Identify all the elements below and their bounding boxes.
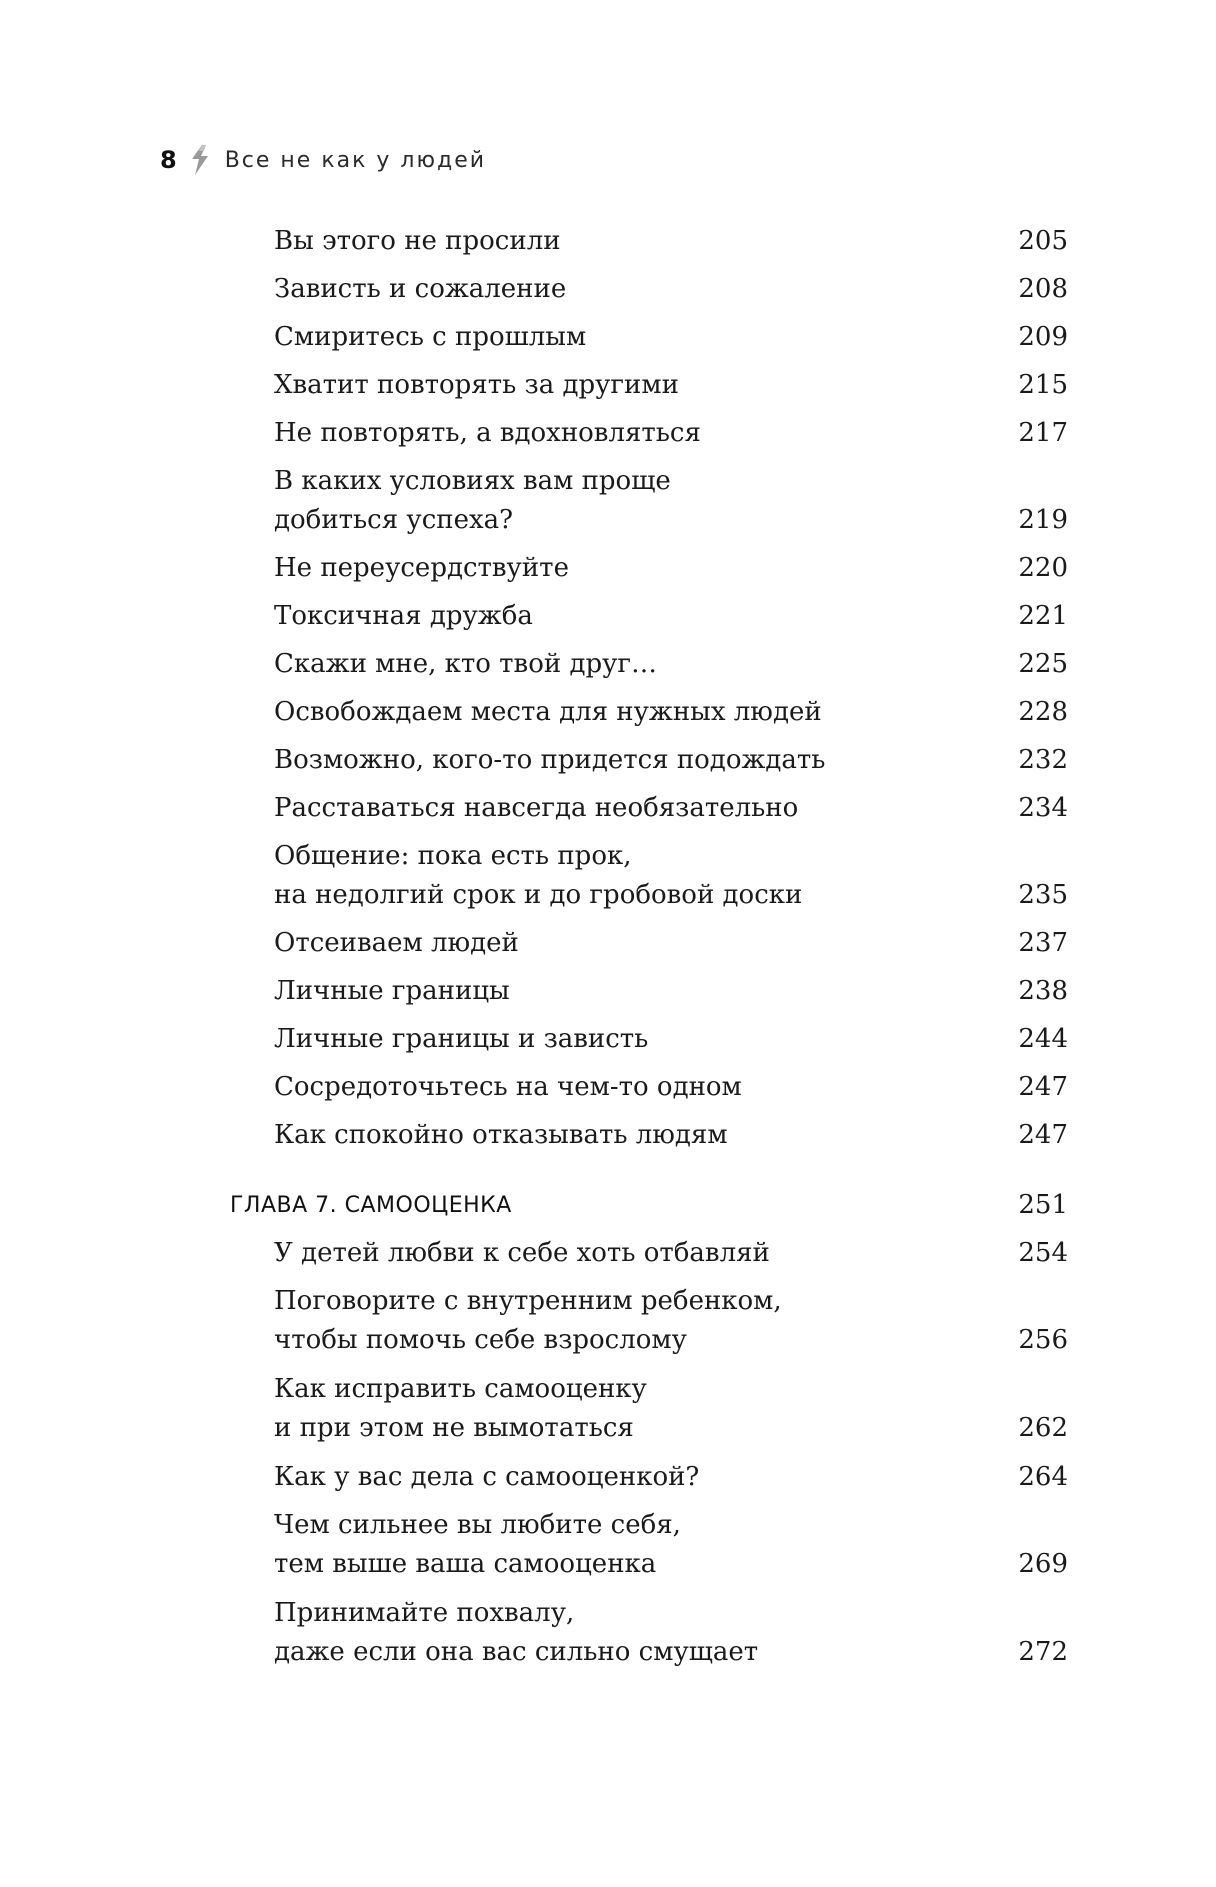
toc-entry-page: 269	[1018, 1549, 1068, 1579]
toc-entry-title	[274, 462, 934, 540]
toc-entry	[274, 318, 1068, 357]
toc-entry-title	[274, 741, 934, 780]
toc-entry-line: на недолгий срок и до гробовой доски	[274, 880, 803, 910]
toc-entry-line: даже если она вас сильно смущает	[274, 1637, 759, 1667]
chapter-page: 251	[1018, 1190, 1068, 1220]
toc-entry-line: Как спокойно отказывать людям	[274, 1120, 728, 1150]
toc-entry-line: Смиритесь с прошлым	[274, 322, 587, 352]
toc-entry-line: Зависть и сожаление	[274, 274, 567, 304]
toc-entry	[274, 837, 1068, 915]
toc-entry	[274, 1068, 1068, 1107]
toc-entry	[274, 366, 1068, 405]
toc-entry-page: 219	[1018, 505, 1068, 535]
toc-entry	[274, 645, 1068, 684]
toc-entry-page: 232	[1018, 745, 1068, 775]
toc-entry-line: Не повторять, а вдохновляться	[274, 418, 701, 448]
toc-entry-page: 208	[1018, 274, 1068, 304]
chapter-heading	[230, 1186, 1068, 1225]
toc-entry-line: Общение: пока есть прок,	[274, 841, 632, 871]
page-number: 8	[160, 146, 177, 174]
toc-entry-line: Освобождаем места для нужных людей	[274, 697, 822, 727]
toc-entry-page: 247	[1018, 1072, 1068, 1102]
toc-entry	[274, 693, 1068, 732]
toc-entry-line: Расставаться навсегда необязательно	[274, 793, 799, 823]
toc-entry-line: чтобы помочь себе взрослому	[274, 1325, 687, 1355]
toc-entry-line: Токсичная дружба	[274, 601, 533, 631]
toc-entry-title	[274, 549, 934, 588]
toc-entry-page: 228	[1018, 697, 1068, 727]
toc-entry-line: Хватит повторять за другими	[274, 370, 679, 400]
toc-entry-line: тем выше ваша самооценка	[274, 1549, 657, 1579]
toc-entry-line: добиться успеха?	[274, 505, 514, 535]
toc-entry-page: 220	[1018, 553, 1068, 583]
toc-entry-title	[274, 222, 934, 261]
toc-entry-page: 238	[1018, 976, 1068, 1006]
chapter-title: ГЛАВА 7. САМООЦЕНКА	[230, 1193, 512, 1218]
toc-entry-line: Скажи мне, кто твой друг…	[274, 649, 658, 679]
lightning-bolt-icon	[189, 145, 211, 175]
toc-entry-line: Вы этого не просили	[274, 226, 561, 256]
toc-entry-title	[274, 1020, 934, 1059]
toc-entry-title	[274, 414, 934, 453]
toc-entry-title	[274, 972, 934, 1011]
toc-entry	[274, 1594, 1068, 1672]
toc-entry	[274, 1458, 1068, 1497]
toc-entry-title	[274, 1506, 934, 1584]
toc-entry-page: 217	[1018, 418, 1068, 448]
toc-entry-title	[274, 270, 934, 309]
toc-entry-page: 205	[1018, 226, 1068, 256]
toc-entry-title	[274, 1068, 934, 1107]
toc-entry-line: Как у вас дела с самооценкой?	[274, 1462, 700, 1492]
toc-entry	[274, 1234, 1068, 1273]
toc-entry	[274, 597, 1068, 636]
toc-entry-page: 215	[1018, 370, 1068, 400]
toc-entry-title	[274, 693, 934, 732]
toc-entry	[274, 924, 1068, 963]
toc-entry-title	[274, 789, 934, 828]
toc-entry-page: 209	[1018, 322, 1068, 352]
toc-entry	[274, 414, 1068, 453]
toc-entry-title	[274, 366, 934, 405]
book-title: Все не как у людей	[224, 147, 487, 173]
toc-entry-page: 254	[1018, 1238, 1068, 1268]
toc-entry-line: Возможно, кого-то придется подождать	[274, 745, 826, 775]
toc-entry-line: и при этом не вымотаться	[274, 1413, 634, 1443]
toc-entry	[274, 462, 1068, 540]
toc-entry-line: У детей любви к себе хоть отбавляй	[274, 1238, 770, 1268]
toc-entry-line: Личные границы	[274, 976, 510, 1006]
toc-entry-page: 247	[1018, 1120, 1068, 1150]
toc-entry	[274, 1282, 1068, 1360]
toc-entry	[274, 741, 1068, 780]
toc-entry-title	[274, 1594, 934, 1672]
toc-entry-title	[274, 1458, 934, 1497]
toc-entry	[274, 1116, 1068, 1155]
toc-entry-line: Отсеиваем людей	[274, 928, 519, 958]
toc-entry-title	[274, 1370, 934, 1448]
toc-entry-page: 256	[1018, 1325, 1068, 1355]
toc-entry-line: Сосредоточьтесь на чем-то одном	[274, 1072, 742, 1102]
toc-entry-title	[274, 1282, 934, 1360]
toc-entry-line: Чем сильнее вы любите себя,	[274, 1510, 681, 1540]
toc-entry	[274, 972, 1068, 1011]
toc-entry-line: Не переусердствуйте	[274, 553, 569, 583]
toc-entry-page: 264	[1018, 1462, 1068, 1492]
toc-entry-page: 235	[1018, 880, 1068, 910]
toc-entry-page: 262	[1018, 1413, 1068, 1443]
toc-entry-title	[274, 645, 934, 684]
toc-entry-page: 237	[1018, 928, 1068, 958]
toc-entry	[274, 1020, 1068, 1059]
running-header	[160, 140, 486, 180]
toc-entry-title	[274, 1116, 934, 1155]
toc-entry	[274, 1506, 1068, 1584]
toc-entry-page: 244	[1018, 1024, 1068, 1054]
toc-entry-line: Личные границы и зависть	[274, 1024, 649, 1054]
toc-entry-title	[274, 1234, 934, 1273]
toc-entry-page: 221	[1018, 601, 1068, 631]
toc-entry-page: 272	[1018, 1637, 1068, 1667]
toc-entry-line: Как исправить самооценку	[274, 1374, 647, 1404]
toc-entry	[274, 1370, 1068, 1448]
toc-entry-title	[274, 318, 934, 357]
toc-entry-line: Поговорите с внутренним ребенком,	[274, 1286, 782, 1316]
toc-entry-line: Принимайте похвалу,	[274, 1598, 575, 1628]
toc-entry	[274, 270, 1068, 309]
toc-entry	[274, 549, 1068, 588]
toc-entry-title	[274, 837, 934, 915]
toc-entry-line: В каких условиях вам проще	[274, 466, 671, 496]
toc-entry	[274, 789, 1068, 828]
toc-entry-title	[274, 597, 934, 636]
toc-entry-page: 234	[1018, 793, 1068, 823]
toc-entry-page: 225	[1018, 649, 1068, 679]
toc-entry	[274, 222, 1068, 261]
toc-entry-title	[274, 924, 934, 963]
